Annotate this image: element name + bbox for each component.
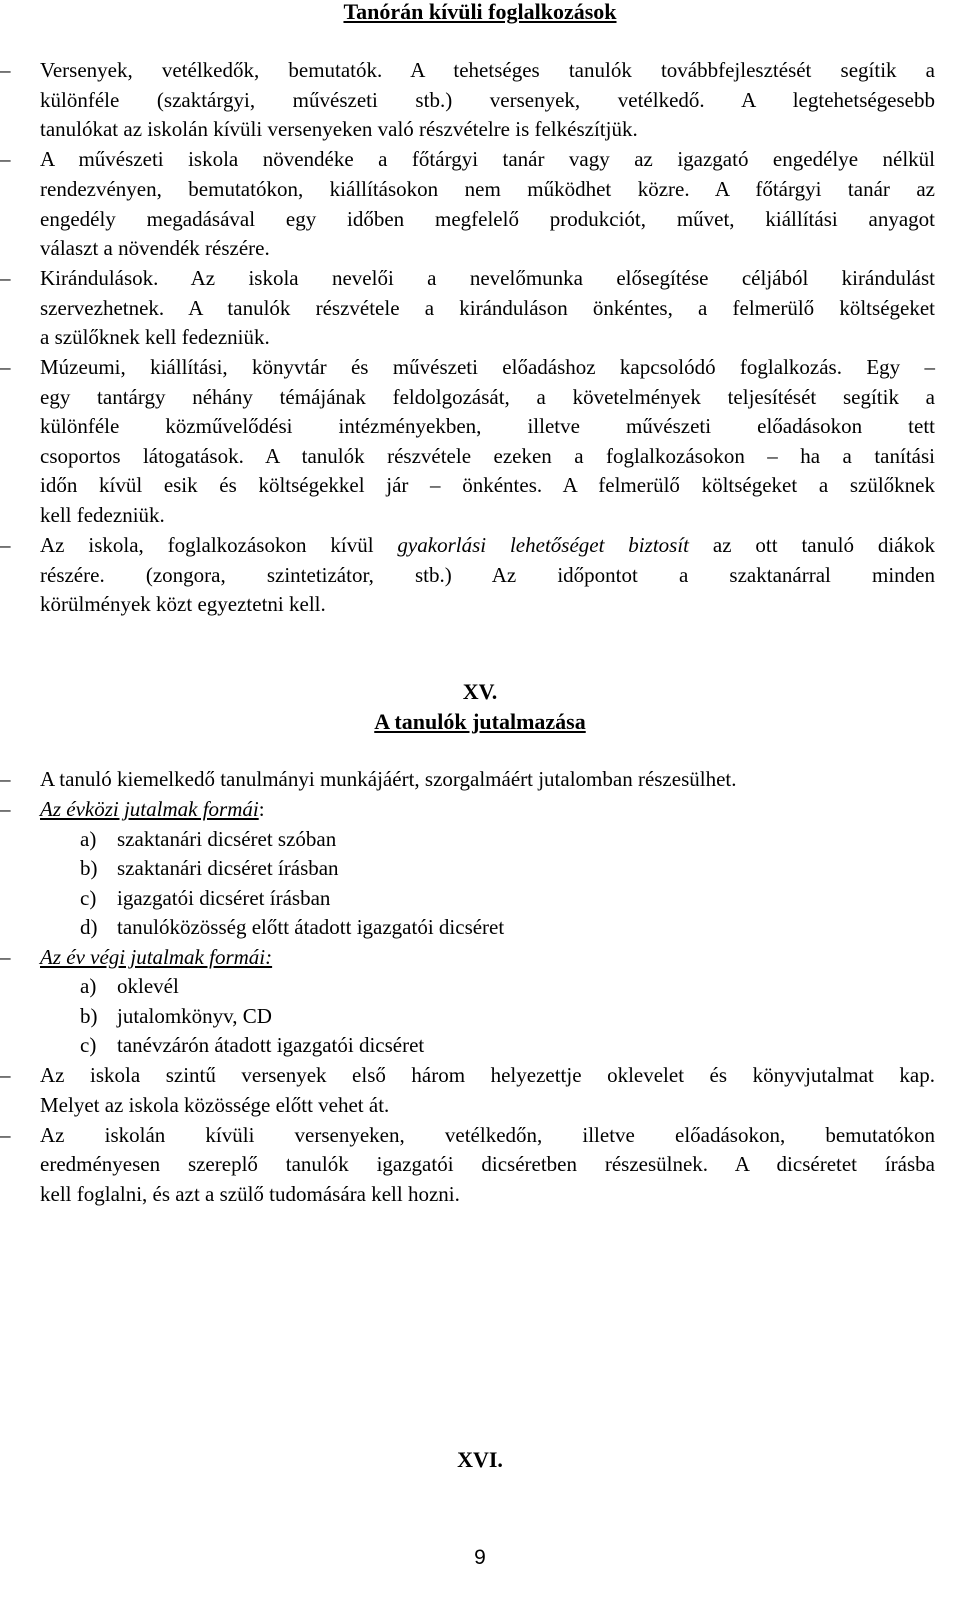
- bullet-dash: –: [0, 147, 11, 171]
- list-item: [80, 886, 330, 910]
- outside-competition-line-2: eredményesen szereplő tanulók igazgatói dicséretben részesülnek. A dicséretet írásba: [40, 1152, 935, 1176]
- practice-text-post: az ott tanuló diákok: [689, 533, 935, 557]
- list-item: [80, 1033, 424, 1057]
- activity-museum-line-3: különféle közművelődési intézményekben, illetve művészeti előadásokon tett: [40, 414, 935, 438]
- bullet-dash: –: [0, 533, 11, 557]
- list-item-letter: b): [80, 1004, 98, 1028]
- school-competition-line-2: Melyet az iskola közössége előtt vehet át.: [40, 1093, 390, 1117]
- outside-competition-line-3: kell foglalni, és azt a szülő tudomására kell hozni.: [40, 1182, 460, 1206]
- list-item-text: szaktanári dicséret írásban: [117, 856, 339, 880]
- activity-museum-line-6: kell fedezniük.: [40, 503, 165, 527]
- list-item-letter: a): [80, 974, 97, 998]
- bullet-dash: –: [0, 58, 11, 82]
- chapter-number: XVI.: [457, 1447, 503, 1472]
- list-item: [80, 974, 179, 998]
- activity-museum-line-2: egy tantárgy néhány témájának feldolgozását, a követelmények teljesítését segítik a: [40, 385, 935, 409]
- list-item-text: igazgatói dicséret írásban: [117, 886, 331, 910]
- activity-museum-line-1: Múzeumi, kiállítási, könyvtár és művészeti előadáshoz kapcsolódó foglalkozás. Egy –: [40, 355, 935, 379]
- list-item-letter: b): [80, 856, 98, 880]
- activity-art-school-line-2: rendezvényen, bemutatókon, kiállításokon nem működhet közre. A főtárgyi tanár az: [40, 177, 935, 201]
- list-item: [80, 915, 504, 939]
- list-item: [80, 1004, 272, 1028]
- list-item-letter: d): [80, 915, 98, 939]
- rewards-intro: A tanuló kiemelkedő tanulmányi munkájáért, szorgalmáért jutalomban részesülhet.: [40, 767, 737, 791]
- activity-museum-line-5: időn kívül esik és költségekkel jár – önkéntes. A felmerülő költségeket a szülőknek: [40, 473, 935, 497]
- list-item-letter: c): [80, 1033, 97, 1057]
- midyear-rewards-title: [40, 797, 265, 821]
- list-item-text: tanulóközösség előtt átadott igazgatói dicséret: [117, 915, 505, 939]
- list-item: [80, 827, 336, 851]
- activity-art-school-line-1: A művészeti iskola növendéke a főtárgyi tanár vagy az igazgató engedélye nélkül: [40, 147, 935, 171]
- list-item: [80, 856, 339, 880]
- bullet-dash: –: [0, 266, 11, 290]
- practice-text-pre: Az iskola, foglalkozásokon kívül: [40, 533, 398, 557]
- activity-practice-line-2: részére. (zongora, szintetizátor, stb.) Az időpontot a szaktanárral minden: [40, 563, 935, 587]
- activity-art-school-line-4: választ a növendék részére.: [40, 236, 270, 260]
- list-item-text: szaktanári dicséret szóban: [117, 827, 337, 851]
- school-competition-line-1: Az iskola szintű versenyek első három helyezettje oklevelet és könyvjutalmat kap.: [40, 1063, 935, 1087]
- list-item-text: jutalomkönyv, CD: [117, 1004, 272, 1028]
- list-item-text: oklevél: [117, 974, 179, 998]
- list-item-letter: c): [80, 886, 97, 910]
- bullet-dash: –: [0, 1123, 11, 1147]
- bullet-dash: –: [0, 797, 11, 821]
- activity-practice-line-1: [40, 533, 935, 557]
- activity-museum-line-4: csoportos látogatások. A tanulók részvétele ezeken a foglalkozásokon – ha a tanítási: [40, 444, 935, 468]
- midyear-title-text: Az évközi jutalmak formái: [40, 797, 259, 821]
- activity-practice-line-3: körülmények közt egyeztetni kell.: [40, 592, 326, 616]
- midyear-colon: :: [258, 797, 265, 821]
- activity-competitions-line-3: tanulókat az iskolán kívüli versenyeken való részvételre is felkészítjük.: [40, 117, 638, 141]
- activity-competitions-line-1: Versenyek, vetélkedők, bemutatók. A tehetséges tanulók továbbfejlesztését segítik a: [40, 58, 935, 82]
- bullet-dash: –: [0, 767, 11, 791]
- page-number: 9: [474, 1546, 486, 1569]
- activity-excursions-line-2: szervezhetnek. A tanulók részvétele a kiránduláson önkéntes, a felmerülő költségeket: [40, 296, 935, 320]
- activity-excursions-line-1: Kirándulások. Az iskola nevelői a nevelőmunka elősegítése céljából kirándulást: [40, 266, 935, 290]
- bullet-dash: –: [0, 1063, 11, 1087]
- yearend-rewards-title: Az év végi jutalmak formái:: [40, 945, 273, 969]
- bullet-dash: –: [0, 945, 11, 969]
- practice-text-italic: gyakorlási lehetőséget biztosít: [397, 533, 689, 557]
- activity-excursions-line-3: a szülőknek kell fedezniük.: [40, 325, 270, 349]
- chapter-number: XV.: [462, 679, 498, 704]
- chapter-title: A tanulók jutalmazása: [374, 709, 586, 734]
- activity-art-school-line-3: engedély megadásával egy időben megfelelő produkciót, művet, kiállítási anyagot: [40, 207, 935, 231]
- list-item-text: tanévzárón átadott igazgatói dicséret: [117, 1033, 425, 1057]
- activity-competitions-line-2: különféle (szaktárgyi, művészeti stb.) versenyek, vetélkedő. A legtehetségesebb: [40, 88, 935, 112]
- list-item-letter: a): [80, 827, 97, 851]
- bullet-dash: –: [0, 355, 11, 379]
- section-title: Tanórán kívüli foglalkozások: [343, 0, 617, 24]
- outside-competition-line-1: Az iskolán kívüli versenyeken, vetélkedőn, illetve előadásokon, bemutatókon: [40, 1123, 935, 1147]
